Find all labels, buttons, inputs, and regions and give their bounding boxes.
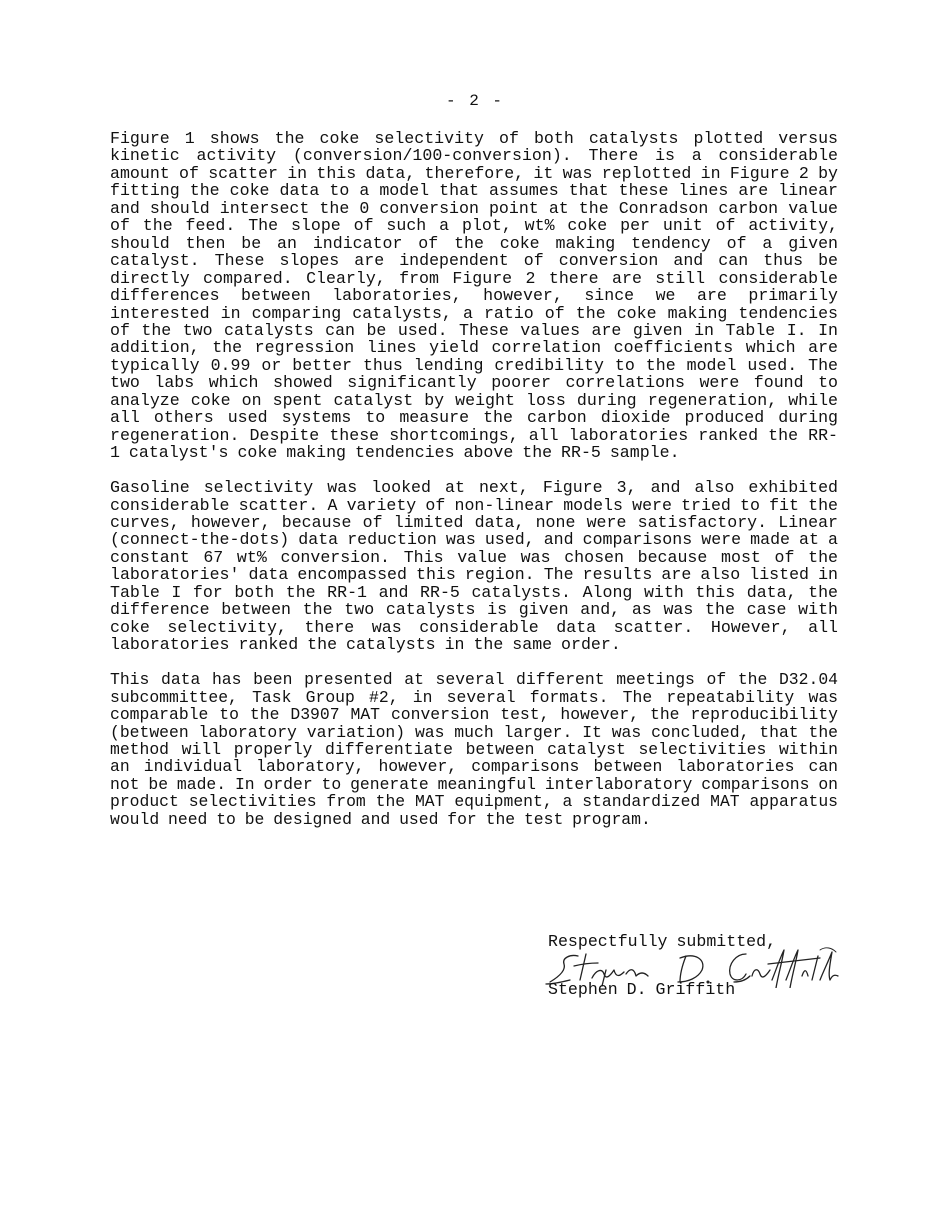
page-number: - 2 - <box>445 92 504 110</box>
body-text <box>110 130 838 846</box>
signature-block <box>548 932 868 1000</box>
paragraph-gasoline-selectivity: Gasoline selectivity was looked at next, Figure 3, and also exhibited considerable scatter. A variety of non-linear models were tried to fit the curves, however, because of limited data, none were satisfactory. Linear (connect-the-dots) data reduction was used, and comparisons were made at a constant 67 wt% conversion. This value was chosen because most of the laboratories' data encompassed this region. The results are also listed in Table I for both the RR-1 and RR-5 catalysts. Along with this data, the difference between the two catalysts is given and, as was the case with coke selectivity, there was considerable data scatter. However, all laboratories ranked the catalysts in the same order. <box>110 478 838 655</box>
paragraph-coke-selectivity: Figure 1 shows the coke selectivity of both catalysts plotted versus kinetic activity (conversion/100-conversion). There is a considerable amount of scatter in this data, therefore, it was replotted in Figure 2 by fitting the coke data to a model that assumes that these lines are linear and should intersect the 0 conversion point at the Conradson carbon value of the feed. The slope of such a plot, wt% coke per unit of activity, should then be an indicator of the coke making tendency of a given catalyst. These slopes are independent of conversion and can thus be directly compared. Clearly, from Figure 2 there are still considerable differences between laboratories, however, since we are primarily interested in comparing catalysts, a ratio of the coke making tendencies of the two catalysts can be used. These values are given in Table I. In addition, the regression lines yield correlation coefficients which are typically 0.99 or better thus lending credibility to the model used. The two labs which showed significantly poorer correlations were found to analyze coke on spent catalyst by weight loss during regeneration, while all others used systems to measure the carbon dioxide produced during regeneration. Despite these shortcomings, all laboratories ranked the RR-1 catalyst's coke making tendencies above the RR-5 sample. <box>110 129 838 463</box>
signer-name: Stephen D. Griffith <box>548 980 736 999</box>
paragraph-conclusion: This data has been presented at several different meetings of the D32.04 subcommittee, Task Group #2, in several formats. The repeatability was comparable to the D3907 MAT conversion test, however, the reproducibility (between laboratory variation) was much larger. It was concluded, that the method will properly differentiate between catalyst selectivities within an individual laboratory, however, comparisons between laboratories can not be made. In order to generate meaningful interlaboratory comparisons on product selectivities from the MAT equipment, a standardized MAT apparatus would need to be designed and used for the test program. <box>110 670 838 829</box>
closing-line: Respectfully submitted, <box>548 932 777 951</box>
